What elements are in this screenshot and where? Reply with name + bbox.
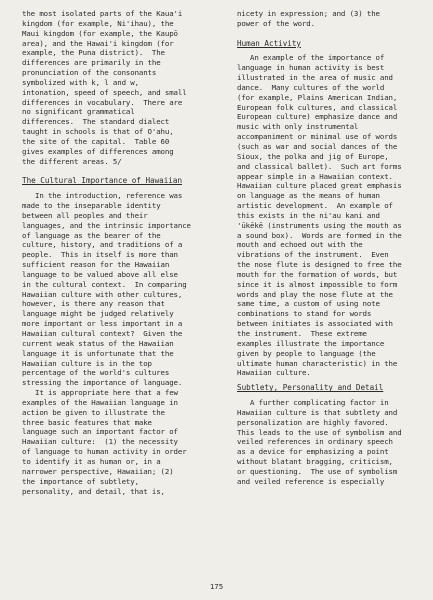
text-line: languages, and the intrinsic importance [22,220,191,230]
text-line: between all peoples and their [22,210,148,220]
section-heading-subtlety: Subtlety, Personality and Detail [237,383,384,393]
text-line: Hawaiian culture placed great emphasis [237,181,402,191]
section-heading-human-activity: Human Activity [237,38,302,48]
text-line: without blatant bragging, criticism, [237,457,393,467]
text-line: dance. Many cultures of the world [237,82,385,92]
text-line: between initiates is associated with [237,319,393,329]
text-line: the nose flute is designed to free the [237,260,402,270]
text-line: Hawaiian culture. [237,368,311,378]
text-line: this exists in the ni'au kani and [237,210,380,220]
text-line: current weak status of the Hawaiian [22,338,174,348]
text-line: symbolized with k, l and w, [22,77,139,87]
text-line: to identify it as human or, in a [22,456,161,466]
text-line: Hawaiian culture is that subtlety and [237,407,398,417]
text-line: European culture) emphasize dance and [237,112,398,122]
text-line: language in human activity is best [237,63,385,73]
text-line: in the cultural context. In comparing [22,279,187,289]
text-line: differences are primarily in the [22,58,161,68]
text-line: since it is almost impossible to form [237,279,398,289]
text-line: and veiled reference is especially [237,476,385,486]
text-line: sufficient reason for the Hawaiian [22,260,170,270]
page-number: 175 [209,582,224,591]
text-line: language it is unfortunate that the [22,348,174,358]
text-line: personalization are highly favored. [237,417,389,427]
text-line: however, is there any reason that [22,299,165,309]
text-line: differences. The standard dialect [22,117,170,127]
text-line: examples of the Hawaiian language in [22,397,178,407]
text-line: or questioning. The use of symbolism [237,466,398,476]
subtlety-paragraph [237,398,424,487]
text-line: the importance of subtlety, [22,476,139,486]
left-column [22,9,226,496]
text-line: the site of the capital. Table 60 [22,136,170,146]
text-line: gives examples of differences among [22,146,174,156]
text-line: language to be valued above all else [22,269,178,279]
text-line: ultimate human characteristic) in the [237,358,398,368]
text-line: music with only instrumental [237,122,359,132]
text-line: the instrument. These extreme [237,329,367,338]
text-line: stressing the importance of language. [22,378,183,388]
text-line: more important or less important in a [22,319,183,329]
text-line: Maui kingdom (for example, the Kaupō [22,28,178,38]
text-line: personality, and detail, that is, [22,486,165,496]
text-line: pronunciation of the consonants [22,68,157,78]
text-line: given by people to language (the [237,348,376,358]
text-line: A further complicating factor in [237,398,389,408]
text-line: In the introduction, reference was [22,191,183,201]
text-line: examples illustrate the importance [237,338,385,348]
text-line: Hawaiian culture with other cultures, [22,289,183,299]
text-line: veiled references in ordinary speech [237,437,393,447]
text-line: This leads to the use of symbolism and [237,427,402,437]
text-line: mouth and echoed out with the [237,240,363,250]
text-line: of language as the bearer of the [22,230,161,240]
text-line: (such as war and social dances of the [237,141,398,151]
text-line: example, the Puna district). The [22,48,165,58]
text-line: Hawaiian cultural context? Given the [22,329,183,338]
text-line: taught in schools is that of O'ahu, [22,127,174,137]
text-line: on language as the means of human [237,191,380,201]
text-line: combinations to stand for words [237,309,372,319]
text-line: artistic development. An example of [237,201,393,211]
text-line: narrower perspective, Hawaiian; (2) [22,466,174,476]
text-line: European folk cultures, and classical [237,102,398,112]
text-line: the different areas. 5/ [22,156,122,166]
text-line: mouth for the formation of words, but [237,269,398,279]
text-line: area), and the Hawai'i kingdom (for [22,38,174,48]
text-line: percentage of the world's cultures [22,368,170,378]
cultural-importance-paragraph [22,191,226,388]
text-line: made to the inseparable identity [22,201,161,211]
text-line: (for example, Plains American Indian, [237,92,398,102]
text-line: culture, history, and traditions of a [22,240,183,250]
text-line: three basic features that make [22,417,152,427]
text-line: of language to human activity in order [22,447,187,457]
text-line: nicety in expression; and (3) the [237,9,380,18]
text-line: and classical ballet). Such art forms [237,161,402,171]
text-line: people. This in itself is more than [22,250,178,260]
text-line: illustrated in the area of music and [237,73,393,83]
text-line: the most isolated parts of the Kaua'i [22,9,183,18]
text-line: An example of the importance of [237,53,385,63]
text-line: Sioux, the polka and jig of Europe, [237,151,389,161]
human-activity-paragraph [237,53,424,378]
section-heading-cultural-importance: The Cultural Importance of Hawaiian [22,176,183,186]
continuation-paragraph [237,9,424,29]
text-line: words and play the nose flute at the [237,289,393,299]
text-line: as a device for emphasizing a point [237,447,389,457]
text-line: kingdom (for example, Ni'ihau), the [22,18,174,28]
text-line: intonation, speed of speech, and small [22,87,187,97]
text-line: accompaniment or minimal use of words [237,132,398,142]
text-line: power of the word. [237,18,315,28]
text-line: language such an important factor of [22,427,178,437]
text-line: It is appropriate here that a few [22,388,178,398]
text-line: Hawaiian culture: (1) the necessity [22,437,178,447]
examples-paragraph [22,388,226,496]
text-line: a sound box). Words are formed in the [237,230,402,240]
text-line: differences in vocabulary. There are [22,97,183,107]
text-line: vibrations of the instrument. Even [237,250,389,260]
text-line: no significant grammatical [22,107,135,117]
text-line: appear simple in a Hawaiian context. [237,171,393,181]
dialect-paragraph [22,9,226,167]
right-column [237,9,424,487]
text-line: action be given to illustrate the [22,407,165,417]
text-line: 'ūkēkē (instruments using the mouth as [237,220,402,230]
text-line: Hawaiian culture is in the top [22,358,152,368]
text-line: same time, a custom of using note [237,299,380,309]
text-line: language might be judged relatively [22,309,174,319]
